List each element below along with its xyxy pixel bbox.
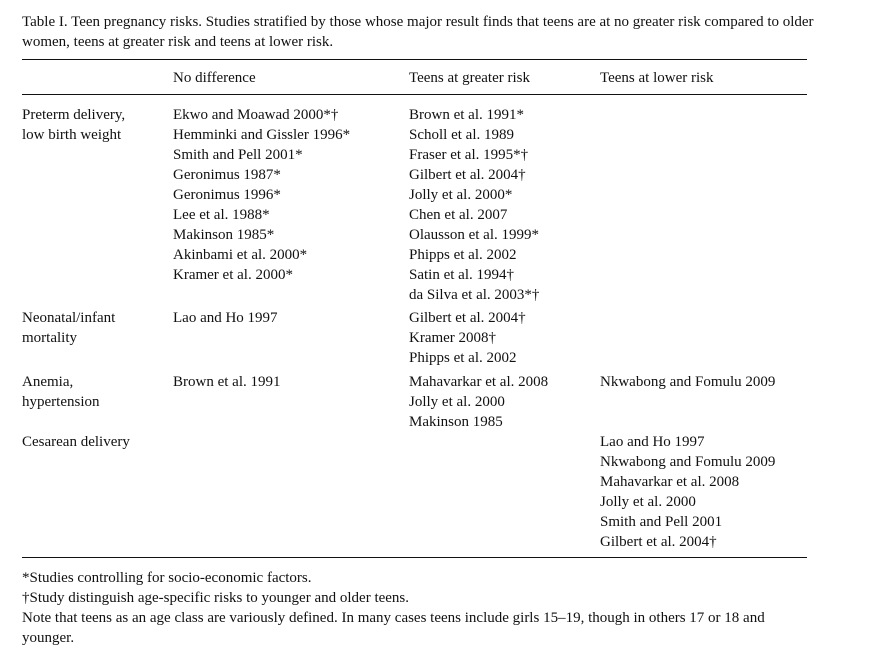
citation: Brown et al. 1991 [173,374,281,390]
cell-no-difference-neonatal [173,308,278,328]
row-label-cesarean [22,432,130,452]
citation: Olausson et al. 1999* [409,227,539,243]
table-footnotes [22,568,812,648]
cell-greater-risk-neonatal [409,308,526,368]
citation: Brown et al. 1991* [409,107,524,123]
row-label-line: hypertension [22,394,100,410]
citation: Phipps et al. 2002 [409,247,517,263]
citation: Hemminki and Gissler 1996* [173,127,351,143]
cell-greater-risk-anemia [409,372,548,432]
citation: Nkwabong and Fomulu 2009 [600,374,776,390]
citation: Nkwabong and Fomulu 2009 [600,454,776,470]
citation: Ekwo and Moawad 2000*† [173,107,339,123]
citation: Geronimus 1987* [173,167,281,183]
cell-lower-risk-anemia [600,372,775,392]
table-caption: Table I. Teen pregnancy risks. Studies stratified by those whose major result finds that teens are at no greater risk compared to older women, teens at greater risk and teens at lower risk. [22,14,814,50]
top-rule [22,59,807,60]
citation: Jolly et al. 2000 [600,494,696,510]
citation: Geronimus 1996* [173,187,281,203]
row-label-anemia [22,372,99,412]
row-label-neonatal [22,308,115,348]
column-header-greater-risk: Teens at greater risk [409,70,530,86]
citation: Satin et al. 1994† [409,267,514,283]
citation: Lao and Ho 1997 [600,434,705,450]
citation: Akinbami et al. 2000* [173,247,308,263]
citation: Gilbert et al. 2004† [409,310,526,326]
citation: Mahavarkar et al. 2008 [600,474,740,490]
row-label-line: low birth weight [22,127,122,143]
citation: Smith and Pell 2001 [600,514,723,530]
citation: Mahavarkar et al. 2008 [409,374,549,390]
column-header-lower-risk: Teens at lower risk [600,70,714,86]
citation: Makinson 1985 [409,414,503,430]
citation: da Silva et al. 2003*† [409,287,540,303]
citation: Kramer et al. 2000* [173,267,293,283]
citation: Lao and Ho 1997 [173,310,278,326]
citation: Chen et al. 2007 [409,207,508,223]
citation: Scholl et al. 1989 [409,127,514,143]
cell-lower-risk-cesarean [600,432,775,552]
row-label-line: Cesarean delivery [22,434,130,450]
row-label-line: Preterm delivery, [22,107,126,123]
citation: Makinson 1985* [173,227,275,243]
row-label-line: mortality [22,330,77,346]
citation: Lee et al. 1988* [173,207,270,223]
footnote-ses: *Studies controlling for socio-economic factors. [22,570,312,586]
citation: Gilbert et al. 2004† [600,534,717,550]
citation: Jolly et al. 2000* [409,187,513,203]
citation: Kramer 2008† [409,330,497,346]
citation: Jolly et al. 2000 [409,394,505,410]
citation: Phipps et al. 2002 [409,350,517,366]
citation: Smith and Pell 2001* [173,147,303,163]
footnote-definition: Note that teens as an age class are variously defined. In many cases teens include girls 15–19, though in others 17 or 18 and younger. [22,610,765,646]
footnote-age: †Study distinguish age-specific risks to younger and older teens. [22,590,410,606]
cell-no-difference-anemia [173,372,280,392]
citation: Fraser et al. 1995*† [409,147,529,163]
citation: Gilbert et al. 2004† [409,167,526,183]
row-label-preterm [22,105,125,145]
row-label-line: Neonatal/infant [22,310,116,326]
cell-greater-risk-preterm [409,105,539,305]
bottom-rule [22,557,807,558]
header-rule [22,94,807,95]
column-header-no-difference: No difference [173,70,256,86]
row-label-line: Anemia, [22,374,74,390]
cell-no-difference-preterm [173,105,350,285]
